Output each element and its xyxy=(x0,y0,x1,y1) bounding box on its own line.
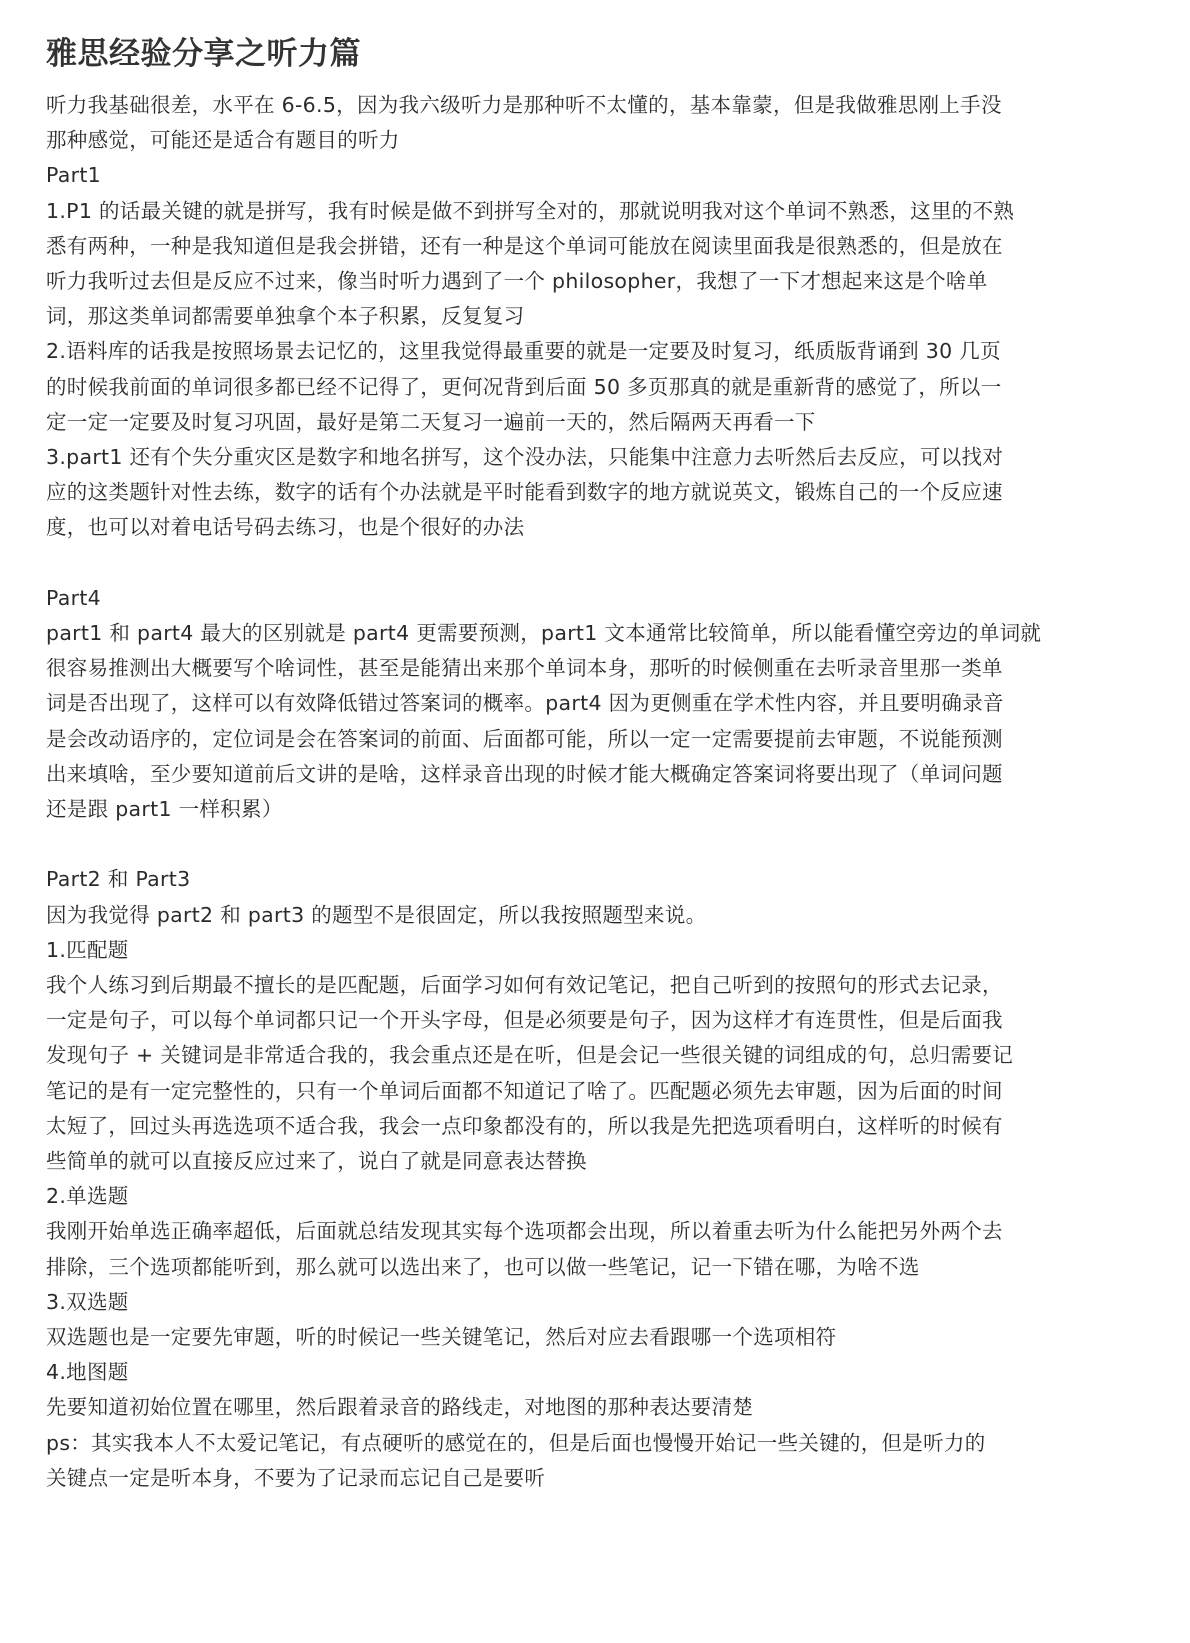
text-line: 因为我觉得 part2 和 part3 的题型不是很固定，所以我按照题型来说。 xyxy=(46,902,707,927)
text-line: 度，也可以对着电话号码去练习，也是个很好的办法 xyxy=(46,515,525,540)
matching-question-block xyxy=(46,933,1146,1179)
text-line: 先要知道初始位置在哪里，然后跟着录音的路线走，对地图的那种表达要清楚 xyxy=(46,1395,754,1420)
text-line: 词，那这类单词都需要单独拿个本子积累，反复复习 xyxy=(46,304,525,329)
part1-item-3 xyxy=(46,440,1146,546)
text-line: 还是跟 part1 一样积累） xyxy=(46,797,283,822)
page-title: 雅思经验分享之听力篇 xyxy=(46,36,361,72)
intro-paragraph xyxy=(46,88,1146,158)
part1-item-2 xyxy=(46,334,1146,440)
text-line: 1.P1 的话最关键的就是拼写，我有时候是做不到拼写全对的，那就说明我对这个单词不熟悉，这里的不熟 xyxy=(46,198,1015,223)
part1-item-1 xyxy=(46,194,1146,335)
map-question-block xyxy=(46,1355,1146,1425)
text-line: 关键点一定是听本身，不要为了记录而忘记自己是要听 xyxy=(46,1465,546,1490)
section-heading: Part4 xyxy=(46,585,102,610)
text-line: 排除，三个选项都能听到，那么就可以选出来了，也可以做一些笔记，记一下错在哪，为啥不选 xyxy=(46,1254,920,1279)
text-line: 定一定一定要及时复习巩固，最好是第二天复习一遍前一天的，然后隔两天再看一下 xyxy=(46,409,816,434)
text-line: 我刚开始单选正确率超低，后面就总结发现其实每个选项都会出现，所以着重去听为什么能把另外两个去 xyxy=(46,1219,1003,1244)
text-line: 应的这类题针对性去练，数字的话有个办法就是平时能看到数字的地方就说英文，锻炼自己的一个反应速 xyxy=(46,480,1003,505)
text-line: 听力我听过去但是反应不过来，像当时听力遇到了一个 philosopher，我想了一下才想起来这是个啥单 xyxy=(46,269,988,294)
text-line: 2.语料库的话我是按照场景去记忆的，这里我觉得最重要的就是一定要及时复习，纸质版背诵到 30 几页 xyxy=(46,339,1001,364)
text-line: 的时候我前面的单词很多都已经不记得了，更何况背到后面 50 多页那真的就是重新背的感觉了，所以一 xyxy=(46,374,1002,399)
text-line: 悉有两种，一种是我知道但是我会拼错，还有一种是这个单词可能放在阅读里面我是很熟悉的，但是放在 xyxy=(46,233,1003,258)
single-choice-block xyxy=(46,1179,1146,1285)
subsection-heading: 4.地图题 xyxy=(46,1360,129,1385)
text-line: 很容易推测出大概要写个啥词性，甚至是能猜出来那个单词本身，那听的时候侧重在去听录音里那一类单 xyxy=(46,656,1003,681)
text-line: 一定是句子，可以每个单词都只记一个开头字母，但是必须要是句子，因为这样才有连贯性，但是后面我 xyxy=(46,1008,1003,1033)
text-line: part1 和 part4 最大的区别就是 part4 更需要预测，part1 文本通常比较简单，所以能看懂空旁边的单词就 xyxy=(46,621,1042,646)
text-line: 双选题也是一定要先审题，听的时候记一些关键笔记，然后对应去看跟哪一个选项相符 xyxy=(46,1325,837,1350)
subsection-heading: 3.双选题 xyxy=(46,1289,129,1314)
text-line: 出来填啥，至少要知道前后文讲的是啥，这样录音出现的时候才能大概确定答案词将要出现了（单词问题 xyxy=(46,761,1003,786)
double-choice-block xyxy=(46,1285,1146,1355)
text-line: 些简单的就可以直接反应过来了，说白了就是同意表达替换 xyxy=(46,1149,587,1174)
text-line: 发现句子 + 关键词是非常适合我的，我会重点还是在听，但是会记一些很关键的词组成的句，总归需要记 xyxy=(46,1043,1014,1068)
text-line: 3.part1 还有个失分重灾区是数字和地名拼写，这个没办法，只能集中注意力去听然后去反应，可以找对 xyxy=(46,445,1004,470)
text-line: 我个人练习到后期最不擅长的是匹配题，后面学习如何有效记笔记，把自己听到的按照句的形式去记录， xyxy=(46,973,1003,998)
text-line: 太短了，回过头再选选项不适合我，我会一点印象都没有的，所以我是先把选项看明白，这样听的时候有 xyxy=(46,1113,1003,1138)
section-part1 xyxy=(46,158,1146,545)
ps-note xyxy=(46,1426,1146,1496)
document xyxy=(46,28,1146,1496)
section-heading: Part1 xyxy=(46,163,102,188)
text-line: ps：其实我本人不太爱记笔记，有点硬听的感觉在的，但是后面也慢慢开始记一些关键的，但是听力的 xyxy=(46,1430,986,1455)
text-line: 是会改动语序的，定位词是会在答案词的前面、后面都可能，所以一定一定需要提前去审题，不说能预测 xyxy=(46,726,1003,751)
blank-line xyxy=(46,546,1146,581)
subsection-heading: 2.单选题 xyxy=(46,1184,129,1209)
text-line: 词是否出现了，这样可以有效降低错过答案词的概率。part4 因为更侧重在学术性内容，并且要明确录音 xyxy=(46,691,1004,716)
section-part4 xyxy=(46,581,1146,827)
section-part2-part3 xyxy=(46,862,1146,1425)
section-heading: Part2 和 Part3 xyxy=(46,867,191,892)
text-line: 那种感觉，可能还是适合有题目的听力 xyxy=(46,128,400,153)
subsection-heading: 1.匹配题 xyxy=(46,937,129,962)
text-line: 笔记的是有一定完整性的，只有一个单词后面都不知道记了啥了。匹配题必须先去审题，因为后面的时间 xyxy=(46,1078,1003,1103)
blank-line xyxy=(46,827,1146,862)
text-line: 听力我基础很差，水平在 6-6.5，因为我六级听力是那种听不太懂的，基本靠蒙，但是我做雅思刚上手没 xyxy=(46,93,1002,117)
